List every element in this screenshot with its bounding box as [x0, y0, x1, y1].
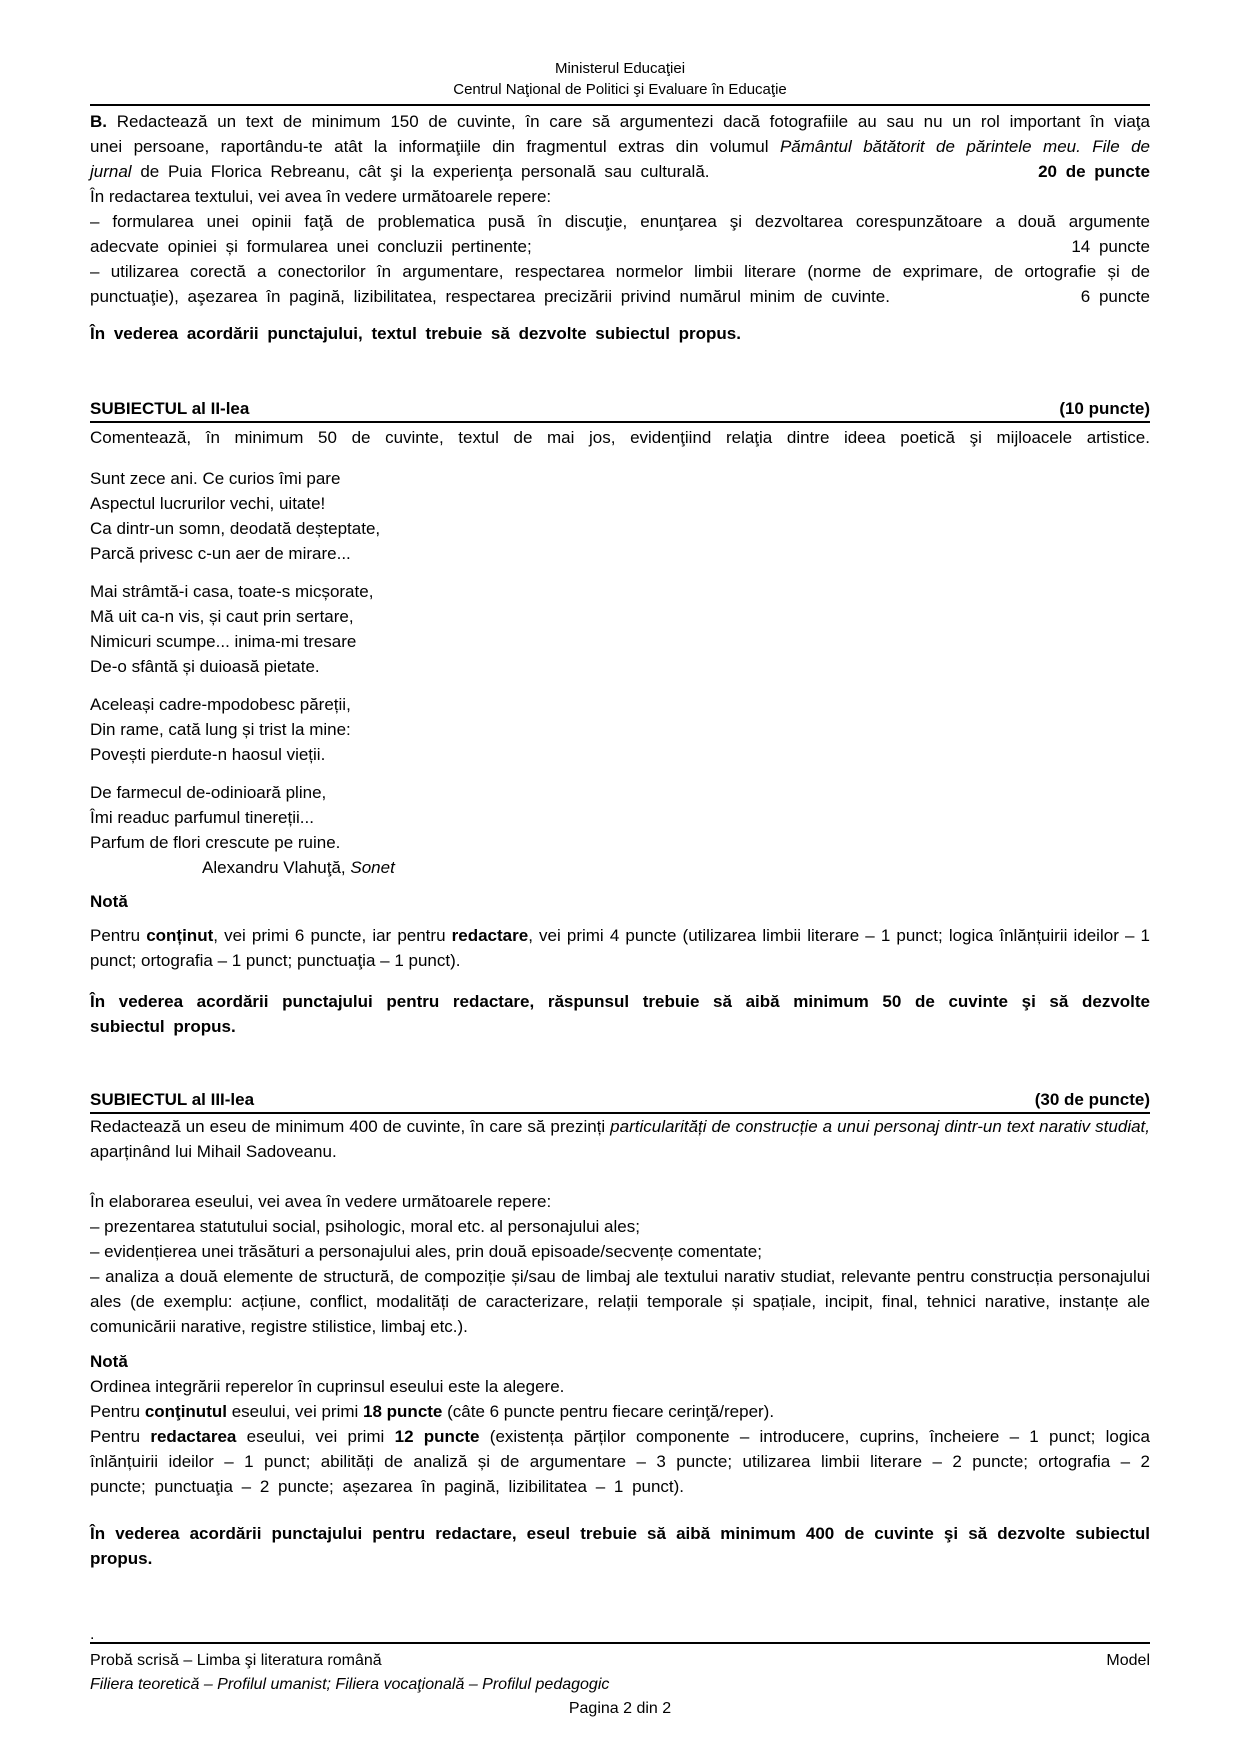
scoring-bold: redactarea: [150, 1427, 237, 1446]
scoring-text: , vei primi 6 puncte, iar pentru: [213, 926, 452, 945]
poem-line: Îmi readuc parfumul tinereții...: [90, 808, 314, 827]
scoring-text: Pentru: [90, 1402, 145, 1421]
subject-b-points: 20 de puncte: [1038, 162, 1150, 181]
subject-2-nota-label: Notă: [90, 892, 128, 911]
scoring-text: , vei primi 4 puncte (utilizarea limbii literare – 1 punct; logica înlănțuirii ideilor – 1 punct; ortografia – 1 punct; punctuaţia – 1 punct).: [90, 926, 1150, 970]
subject-3-title: SUBIECTUL al III-lea: [90, 1090, 255, 1109]
subject-3-guideline-3: – analiza a două elemente de structură, de compoziție și/sau de limbaj ale textului narativ studiat, relevante pentru construcția personajului ales (de exemplu: acțiune, conflict, modalități de caracterizare, relații temporale și spațiale, incipit, final, tehnici narative, instanțe ale comunicării narative, registre stilistice, limbaj etc.).: [90, 1267, 1150, 1336]
poem-stanza-4: [90, 780, 1150, 855]
subject-b-guideline-1-points: 14 puncte: [1071, 237, 1150, 256]
subject-3-task-italic: particularități de construcție a unui personaj dintr-un text narativ studiat,: [610, 1117, 1150, 1136]
subject-3-task-text-2: aparținând lui Mihail Sadoveanu.: [90, 1142, 337, 1161]
subject-3-content-scoring: [90, 1399, 1150, 1424]
poem-line: Mă uit ca-n vis, și caut prin sertare,: [90, 607, 354, 626]
subject-b-label: B.: [90, 112, 107, 131]
subject-b-guideline-1-text: – formularea unei opinii faţă de problematica pusă în discuţie, enunţarea şi dezvoltarea corespunzătoare a două argumente adecvate opiniei și formularea unei concluzii pertinente;: [90, 212, 1150, 256]
scoring-bold: redactare: [451, 926, 529, 945]
subject-3-redact-scoring: [90, 1424, 1150, 1499]
poem-attribution: [202, 855, 1150, 880]
poem-line: De-o sfântă și duioasă pietate.: [90, 657, 320, 676]
scoring-bold: 18 puncte: [363, 1402, 443, 1421]
subject-3-nota-label: Notă: [90, 1352, 128, 1371]
scoring-text: (câte 6 puncte pentru fiecare cerinţă/reper).: [442, 1402, 775, 1421]
subject-3-guideline-2: – evidențierea unei trăsături a personajului ales, prin două episoade/secvențe comentate;: [90, 1242, 762, 1261]
subject-b-task: [90, 109, 1150, 184]
subject-3-guideline-1: – prezentarea statutului social, psihologic, moral etc. al personajului ales;: [90, 1217, 640, 1236]
poem-line: De farmecul de-odinioară pline,: [90, 783, 327, 802]
subject-3-guidelines-intro: În elaborarea eseului, vei avea în vedere următoarele repere:: [90, 1192, 552, 1211]
poem-stanza-2: [90, 579, 1150, 679]
subject-2-task: Comentează, în minimum 50 de cuvinte, textul de mai jos, evidenţiind relaţia dintre ideea poetică şi mijloacele artistice.: [90, 428, 1150, 447]
scoring-bold: 12 puncte: [394, 1427, 480, 1446]
scoring-bold: conţinutul: [144, 1402, 227, 1421]
poem-line: Sunt zece ani. Ce curios îmi pare: [90, 469, 341, 488]
poem-line: Din rame, cată lung și trist la mine:: [90, 720, 351, 739]
scoring-bold: conținut: [146, 926, 214, 945]
subject-3-requirement-note: În vederea acordării punctajului pentru redactare, eseul trebuie să aibă minimum 400 de cuvinte şi să dezvolte subiectul propus.: [90, 1524, 1150, 1568]
poem-line: Nimicuri scumpe... inima-mi tresare: [90, 632, 357, 651]
national-center-name: Centrul Naţional de Politici şi Evaluare în Educaţie: [453, 81, 787, 98]
subject-b-book-title: Pământul bătătorit de părintele meu. File de jurnal: [90, 137, 1150, 181]
poem-line: Parfum de flori crescute pe ruine.: [90, 833, 341, 852]
footer-exam-type: Probă scrisă – Limba şi literatura română: [90, 1652, 382, 1669]
subject-b-requirement-note: În vederea acordării punctajului, textul trebuie să dezvolte subiectul propus.: [90, 324, 741, 343]
subject-3-task-text-1: Redactează un eseu de minimum 400 de cuvinte, în care să prezinți: [90, 1117, 611, 1136]
stray-mark: .: [90, 1626, 95, 1643]
subject-3-heading: [90, 1087, 1150, 1114]
subject-b-guideline-2-text: – utilizarea corectă a conectorilor în argumentare, respectarea normelor limbii literare (norme de exprimare, de ortografie și de punctuaţie), aşezarea în pagină, lizibilitatea, respectarea precizării privind numărul minim de cuvinte.: [90, 262, 1150, 306]
subject-b-task-text-2: de Puia Florica Rebreanu, cât şi la experienţa personală sau culturală.: [131, 162, 710, 181]
subject-3-task: [90, 1114, 1150, 1164]
poem-stanza-1: [90, 466, 1150, 566]
poem-stanza-3: [90, 692, 1150, 767]
poem-title: Sonet: [350, 858, 395, 877]
poem-line: Mai strâmtă-i casa, toate-s micșorate,: [90, 582, 374, 601]
footer-filiera: Filiera teoretică – Profilul umanist; Filiera vocaţională – Profilul pedagogic: [90, 1676, 610, 1693]
subject-2-points: (10 puncte): [1059, 399, 1150, 418]
poem-line: Ca dintr-un somn, deodată deșteptate,: [90, 519, 381, 538]
poem-line: Aceleași cadre-mpodobesc păreții,: [90, 695, 351, 714]
document-header: [90, 58, 1150, 106]
poem: [90, 466, 1150, 855]
poem-line: Parcă privesc c-un aer de mirare...: [90, 544, 351, 563]
subject-b-task-text-1: Redactează un text de minimum 150 de cuvinte, în care să argumentezi dacă fotografiile au sau nu un rol important în viaţa unei persoane, raportându-te atât la informaţiile din fragmentul extras din volumul: [90, 112, 1150, 156]
poem-line: Aspectul lucrurilor vechi, uitate!: [90, 494, 326, 513]
subject-b-guidelines-intro: În redactarea textului, vei avea în vedere următoarele repere:: [90, 187, 552, 206]
subject-2-requirement-note: În vederea acordării punctajului pentru redactare, răspunsul trebuie să aibă minimum 50 de cuvinte şi să dezvolte subiectul propus.: [90, 992, 1150, 1036]
footer-variant: Model: [1106, 1652, 1150, 1669]
scoring-text: eseului, vei primi: [236, 1427, 395, 1446]
footer-page-indicator: Pagina 2 din 2: [568, 1700, 672, 1717]
scoring-text: (existența părților componente – introducere, cuprins, încheiere – 1 punct; logica înlănțuirii ideilor – 1 punct; abilități de analiză și de argumentare – 3 puncte; utilizarea limbii literare – 2 puncte; ortografia – 2 puncte; punctuaţia – 2 puncte; așezarea în pagină, lizibilitatea – 1 punct).: [90, 1427, 1151, 1496]
poem-line: Povești pierdute-n haosul vieții.: [90, 745, 326, 764]
scoring-text: Pentru: [90, 1427, 151, 1446]
subject-3-nota-order: Ordinea integrării reperelor în cuprinsul eseului este la alegere.: [90, 1377, 565, 1396]
scoring-text: Pentru: [90, 926, 147, 945]
subject-2-heading: [90, 396, 1150, 423]
subject-2-title: SUBIECTUL al II-lea: [90, 399, 250, 418]
scoring-text: eseului, vei primi: [226, 1402, 364, 1421]
footer-rule: [90, 1642, 1150, 1721]
subject-3-points: (30 de puncte): [1034, 1090, 1150, 1109]
ministry-name: Ministerul Educaţiei: [554, 60, 686, 77]
subject-b-guideline-2-points: 6 puncte: [1080, 287, 1150, 306]
subject-2-scoring: [90, 923, 1150, 973]
subject-b-guideline-1: [90, 209, 1150, 259]
footer-row: [90, 1649, 1150, 1673]
poem-author: Alexandru Vlahuţă,: [202, 858, 346, 877]
subject-b-guideline-2: [90, 259, 1150, 309]
page-footer: [90, 1628, 1150, 1721]
